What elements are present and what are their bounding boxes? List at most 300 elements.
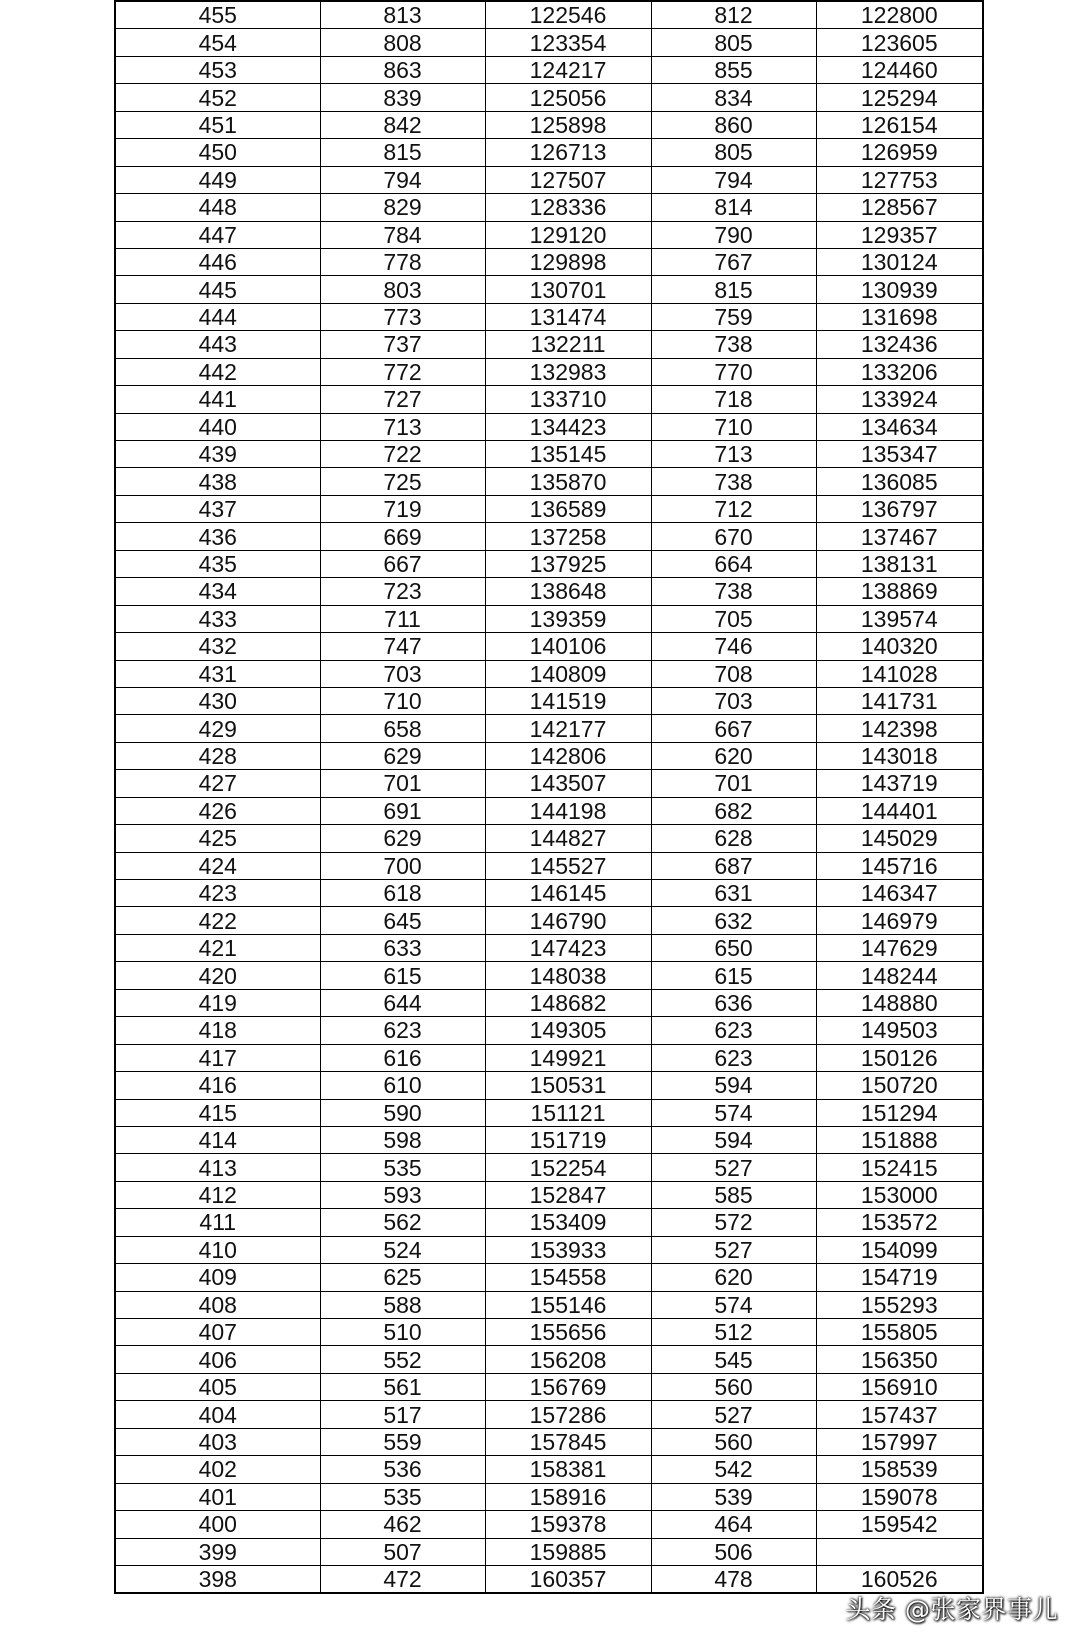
cumulative-b-cell: 127753: [816, 166, 983, 193]
score-cell: 429: [115, 715, 320, 742]
cumulative-a-cell: 133710: [485, 386, 651, 413]
count-a-cell: 562: [320, 1209, 485, 1236]
score-cell: 404: [115, 1401, 320, 1428]
score-cell: 399: [115, 1538, 320, 1565]
count-b-cell: 708: [651, 660, 816, 687]
count-a-cell: 559: [320, 1428, 485, 1455]
cumulative-b-cell: 123605: [816, 29, 983, 56]
table-row: [115, 1346, 983, 1373]
count-b-cell: 620: [651, 742, 816, 769]
table-row: [115, 495, 983, 522]
score-cell: 454: [115, 29, 320, 56]
score-cell: 441: [115, 386, 320, 413]
count-b-cell: 594: [651, 1126, 816, 1153]
table-row: [115, 523, 983, 550]
count-a-cell: 700: [320, 852, 485, 879]
table-row: [115, 221, 983, 248]
cumulative-a-cell: 137925: [485, 550, 651, 577]
count-a-cell: 725: [320, 468, 485, 495]
table-row: [115, 880, 983, 907]
cumulative-b-cell: 128567: [816, 194, 983, 221]
score-cell: 418: [115, 1017, 320, 1044]
cumulative-b-cell: 151294: [816, 1099, 983, 1126]
score-cell: 411: [115, 1209, 320, 1236]
cumulative-a-cell: 129120: [485, 221, 651, 248]
cumulative-b-cell: 136797: [816, 495, 983, 522]
table-row: [115, 1, 983, 29]
score-cell: 453: [115, 56, 320, 83]
table-row: [115, 1072, 983, 1099]
count-b-cell: 632: [651, 907, 816, 934]
score-cell: 443: [115, 331, 320, 358]
count-b-cell: 545: [651, 1346, 816, 1373]
table-row: [115, 166, 983, 193]
count-a-cell: 645: [320, 907, 485, 934]
count-a-cell: 794: [320, 166, 485, 193]
cumulative-a-cell: 151719: [485, 1126, 651, 1153]
cumulative-a-cell: 141519: [485, 687, 651, 714]
count-b-cell: 506: [651, 1538, 816, 1565]
cumulative-b-cell: 143719: [816, 770, 983, 797]
score-cell: 449: [115, 166, 320, 193]
cumulative-b-cell: 155293: [816, 1291, 983, 1318]
cumulative-a-cell: 149305: [485, 1017, 651, 1044]
cumulative-a-cell: 157845: [485, 1428, 651, 1455]
cumulative-a-cell: 122546: [485, 1, 651, 29]
count-a-cell: 462: [320, 1511, 485, 1538]
table-row: [115, 687, 983, 714]
cumulative-a-cell: 153409: [485, 1209, 651, 1236]
cumulative-b-cell: 153000: [816, 1181, 983, 1208]
score-cell: 416: [115, 1072, 320, 1099]
count-a-cell: 772: [320, 358, 485, 385]
score-cell: 401: [115, 1483, 320, 1510]
table-row: [115, 1511, 983, 1538]
cumulative-a-cell: 123354: [485, 29, 651, 56]
table-row: [115, 248, 983, 275]
count-a-cell: 747: [320, 633, 485, 660]
count-b-cell: 560: [651, 1373, 816, 1400]
count-a-cell: 842: [320, 111, 485, 138]
score-cell: 427: [115, 770, 320, 797]
score-cell: 426: [115, 797, 320, 824]
cumulative-a-cell: 153933: [485, 1236, 651, 1263]
cumulative-a-cell: 131474: [485, 303, 651, 330]
count-a-cell: 536: [320, 1456, 485, 1483]
score-cell: 430: [115, 687, 320, 714]
count-b-cell: 527: [651, 1154, 816, 1181]
table-row: [115, 413, 983, 440]
count-b-cell: 542: [651, 1456, 816, 1483]
score-cell: 398: [115, 1565, 320, 1593]
cumulative-b-cell: 134634: [816, 413, 983, 440]
count-b-cell: 670: [651, 523, 816, 550]
count-a-cell: 669: [320, 523, 485, 550]
table-row: [115, 578, 983, 605]
count-a-cell: 610: [320, 1072, 485, 1099]
score-cell: 432: [115, 633, 320, 660]
count-a-cell: 593: [320, 1181, 485, 1208]
score-cell: 408: [115, 1291, 320, 1318]
score-cell: 414: [115, 1126, 320, 1153]
score-cell: 442: [115, 358, 320, 385]
table-row: [115, 303, 983, 330]
cumulative-b-cell: 126154: [816, 111, 983, 138]
cumulative-b-cell: 151888: [816, 1126, 983, 1153]
table-row: [115, 962, 983, 989]
table-row: [115, 1456, 983, 1483]
table-row: [115, 441, 983, 468]
table-row: [115, 742, 983, 769]
count-a-cell: 552: [320, 1346, 485, 1373]
cumulative-a-cell: 146790: [485, 907, 651, 934]
count-b-cell: 770: [651, 358, 816, 385]
count-a-cell: 588: [320, 1291, 485, 1318]
cumulative-a-cell: 135145: [485, 441, 651, 468]
count-b-cell: 738: [651, 331, 816, 358]
table-row: [115, 29, 983, 56]
cumulative-a-cell: 125056: [485, 84, 651, 111]
cumulative-a-cell: 152847: [485, 1181, 651, 1208]
count-b-cell: 585: [651, 1181, 816, 1208]
count-b-cell: 738: [651, 468, 816, 495]
cumulative-b-cell: 131698: [816, 303, 983, 330]
score-cell: 436: [115, 523, 320, 550]
count-a-cell: 598: [320, 1126, 485, 1153]
count-a-cell: 839: [320, 84, 485, 111]
score-cell: 450: [115, 139, 320, 166]
count-a-cell: 510: [320, 1319, 485, 1346]
count-a-cell: 815: [320, 139, 485, 166]
count-b-cell: 860: [651, 111, 816, 138]
count-a-cell: 629: [320, 825, 485, 852]
table-row: [115, 660, 983, 687]
score-cell: 406: [115, 1346, 320, 1373]
score-cell: 419: [115, 989, 320, 1016]
cumulative-b-cell: 130939: [816, 276, 983, 303]
count-b-cell: 574: [651, 1099, 816, 1126]
cumulative-a-cell: 143507: [485, 770, 651, 797]
table-row: [115, 386, 983, 413]
cumulative-a-cell: 157286: [485, 1401, 651, 1428]
count-b-cell: 705: [651, 605, 816, 632]
table-row: [115, 1538, 983, 1565]
count-b-cell: 682: [651, 797, 816, 824]
score-cell: 402: [115, 1456, 320, 1483]
count-a-cell: 691: [320, 797, 485, 824]
cumulative-a-cell: 146145: [485, 880, 651, 907]
count-b-cell: 650: [651, 934, 816, 961]
table-row: [115, 111, 983, 138]
count-b-cell: 527: [651, 1401, 816, 1428]
cumulative-b-cell: 125294: [816, 84, 983, 111]
table-row: [115, 1373, 983, 1400]
score-cell: 439: [115, 441, 320, 468]
count-a-cell: 813: [320, 1, 485, 29]
score-cell: 451: [115, 111, 320, 138]
cumulative-a-cell: 135870: [485, 468, 651, 495]
cumulative-b-cell: 138131: [816, 550, 983, 577]
cumulative-a-cell: 126713: [485, 139, 651, 166]
cumulative-b-cell: 129357: [816, 221, 983, 248]
count-a-cell: 863: [320, 56, 485, 83]
count-b-cell: 664: [651, 550, 816, 577]
table-row: [115, 633, 983, 660]
table-row: [115, 1319, 983, 1346]
table-row: [115, 1044, 983, 1071]
cumulative-b-cell: 142398: [816, 715, 983, 742]
cumulative-b-cell: 152415: [816, 1154, 983, 1181]
cumulative-a-cell: 140809: [485, 660, 651, 687]
score-cell: 433: [115, 605, 320, 632]
count-a-cell: 615: [320, 962, 485, 989]
cumulative-a-cell: 137258: [485, 523, 651, 550]
score-rank-table: [114, 0, 984, 1594]
score-cell: 422: [115, 907, 320, 934]
table-row: [115, 934, 983, 961]
count-a-cell: 713: [320, 413, 485, 440]
table-row: [115, 1483, 983, 1510]
cumulative-a-cell: 136589: [485, 495, 651, 522]
cumulative-a-cell: 160357: [485, 1565, 651, 1593]
score-cell: 455: [115, 1, 320, 29]
cumulative-a-cell: 155656: [485, 1319, 651, 1346]
count-b-cell: 718: [651, 386, 816, 413]
score-cell: 440: [115, 413, 320, 440]
count-b-cell: 620: [651, 1264, 816, 1291]
cumulative-b-cell: 122800: [816, 1, 983, 29]
cumulative-b-cell: 148880: [816, 989, 983, 1016]
cumulative-b-cell: 156910: [816, 1373, 983, 1400]
cumulative-a-cell: 158916: [485, 1483, 651, 1510]
cumulative-a-cell: 138648: [485, 578, 651, 605]
count-a-cell: 727: [320, 386, 485, 413]
score-cell: 435: [115, 550, 320, 577]
score-cell: 445: [115, 276, 320, 303]
score-cell: 405: [115, 1373, 320, 1400]
score-cell: 421: [115, 934, 320, 961]
count-a-cell: 710: [320, 687, 485, 714]
cumulative-b-cell: 159542: [816, 1511, 983, 1538]
count-a-cell: 507: [320, 1538, 485, 1565]
count-a-cell: 829: [320, 194, 485, 221]
cumulative-b-cell: 137467: [816, 523, 983, 550]
count-b-cell: 710: [651, 413, 816, 440]
watermark-text: 头条 @张家界事儿: [845, 1595, 1058, 1624]
count-b-cell: 703: [651, 687, 816, 714]
cumulative-b-cell: [816, 1538, 983, 1565]
count-b-cell: 594: [651, 1072, 816, 1099]
count-a-cell: 644: [320, 989, 485, 1016]
cumulative-b-cell: 132436: [816, 331, 983, 358]
count-b-cell: 701: [651, 770, 816, 797]
table-row: [115, 852, 983, 879]
score-cell: 431: [115, 660, 320, 687]
cumulative-b-cell: 154719: [816, 1264, 983, 1291]
cumulative-a-cell: 145527: [485, 852, 651, 879]
cumulative-b-cell: 133206: [816, 358, 983, 385]
score-cell: 403: [115, 1428, 320, 1455]
count-b-cell: 814: [651, 194, 816, 221]
cumulative-a-cell: 147423: [485, 934, 651, 961]
table-row: [115, 605, 983, 632]
score-cell: 424: [115, 852, 320, 879]
cumulative-b-cell: 146347: [816, 880, 983, 907]
table-row: [115, 1154, 983, 1181]
table-row: [115, 550, 983, 577]
count-a-cell: 472: [320, 1565, 485, 1593]
cumulative-b-cell: 136085: [816, 468, 983, 495]
table-row: [115, 1126, 983, 1153]
cumulative-b-cell: 144401: [816, 797, 983, 824]
score-cell: 410: [115, 1236, 320, 1263]
cumulative-a-cell: 139359: [485, 605, 651, 632]
cumulative-b-cell: 155805: [816, 1319, 983, 1346]
score-cell: 420: [115, 962, 320, 989]
cumulative-a-cell: 148038: [485, 962, 651, 989]
cumulative-b-cell: 145716: [816, 852, 983, 879]
table-row: [115, 139, 983, 166]
score-cell: 423: [115, 880, 320, 907]
cumulative-a-cell: 148682: [485, 989, 651, 1016]
table-row: [115, 468, 983, 495]
count-b-cell: 790: [651, 221, 816, 248]
score-cell: 428: [115, 742, 320, 769]
count-b-cell: 794: [651, 166, 816, 193]
count-a-cell: 667: [320, 550, 485, 577]
score-cell: 412: [115, 1181, 320, 1208]
table-row: [115, 797, 983, 824]
count-b-cell: 812: [651, 1, 816, 29]
cumulative-a-cell: 128336: [485, 194, 651, 221]
count-a-cell: 778: [320, 248, 485, 275]
cumulative-a-cell: 152254: [485, 1154, 651, 1181]
count-a-cell: 535: [320, 1483, 485, 1510]
count-b-cell: 512: [651, 1319, 816, 1346]
count-b-cell: 767: [651, 248, 816, 275]
count-a-cell: 711: [320, 605, 485, 632]
cumulative-b-cell: 141731: [816, 687, 983, 714]
table-body: [115, 1, 983, 1593]
count-b-cell: 667: [651, 715, 816, 742]
cumulative-b-cell: 157437: [816, 1401, 983, 1428]
score-cell: 400: [115, 1511, 320, 1538]
cumulative-a-cell: 144198: [485, 797, 651, 824]
table-row: [115, 989, 983, 1016]
cumulative-b-cell: 146979: [816, 907, 983, 934]
count-a-cell: 723: [320, 578, 485, 605]
cumulative-b-cell: 126959: [816, 139, 983, 166]
cumulative-a-cell: 156769: [485, 1373, 651, 1400]
cumulative-a-cell: 159378: [485, 1511, 651, 1538]
score-cell: 452: [115, 84, 320, 111]
count-a-cell: 633: [320, 934, 485, 961]
table-row: [115, 276, 983, 303]
table-row: [115, 1209, 983, 1236]
count-b-cell: 464: [651, 1511, 816, 1538]
table-row: [115, 1236, 983, 1263]
table-row: [115, 1099, 983, 1126]
cumulative-b-cell: 158539: [816, 1456, 983, 1483]
cumulative-b-cell: 156350: [816, 1346, 983, 1373]
table-row: [115, 56, 983, 83]
count-a-cell: 737: [320, 331, 485, 358]
table-row: [115, 358, 983, 385]
score-cell: 415: [115, 1099, 320, 1126]
table-row: [115, 1428, 983, 1455]
table-row: [115, 84, 983, 111]
count-b-cell: 855: [651, 56, 816, 83]
table-row: [115, 194, 983, 221]
cumulative-a-cell: 154558: [485, 1264, 651, 1291]
count-a-cell: 784: [320, 221, 485, 248]
count-a-cell: 719: [320, 495, 485, 522]
count-a-cell: 616: [320, 1044, 485, 1071]
cumulative-a-cell: 127507: [485, 166, 651, 193]
table-row: [115, 331, 983, 358]
cumulative-b-cell: 139574: [816, 605, 983, 632]
score-cell: 447: [115, 221, 320, 248]
cumulative-b-cell: 140320: [816, 633, 983, 660]
table-row: [115, 1017, 983, 1044]
cumulative-a-cell: 142806: [485, 742, 651, 769]
count-a-cell: 773: [320, 303, 485, 330]
table-row: [115, 1264, 983, 1291]
cumulative-b-cell: 141028: [816, 660, 983, 687]
count-b-cell: 636: [651, 989, 816, 1016]
score-cell: 434: [115, 578, 320, 605]
count-a-cell: 524: [320, 1236, 485, 1263]
count-b-cell: 615: [651, 962, 816, 989]
cumulative-a-cell: 156208: [485, 1346, 651, 1373]
score-cell: 448: [115, 194, 320, 221]
cumulative-b-cell: 135347: [816, 441, 983, 468]
cumulative-b-cell: 154099: [816, 1236, 983, 1263]
score-cell: 438: [115, 468, 320, 495]
cumulative-a-cell: 151121: [485, 1099, 651, 1126]
cumulative-a-cell: 134423: [485, 413, 651, 440]
count-b-cell: 815: [651, 276, 816, 303]
cumulative-b-cell: 147629: [816, 934, 983, 961]
count-b-cell: 805: [651, 29, 816, 56]
count-b-cell: 478: [651, 1565, 816, 1593]
count-a-cell: 722: [320, 441, 485, 468]
cumulative-b-cell: 124460: [816, 56, 983, 83]
cumulative-a-cell: 132983: [485, 358, 651, 385]
score-cell: 444: [115, 303, 320, 330]
cumulative-b-cell: 159078: [816, 1483, 983, 1510]
count-a-cell: 629: [320, 742, 485, 769]
table-row: [115, 715, 983, 742]
table-row: [115, 770, 983, 797]
count-b-cell: 759: [651, 303, 816, 330]
cumulative-a-cell: 142177: [485, 715, 651, 742]
count-a-cell: 808: [320, 29, 485, 56]
count-b-cell: 805: [651, 139, 816, 166]
count-a-cell: 590: [320, 1099, 485, 1126]
count-a-cell: 561: [320, 1373, 485, 1400]
count-b-cell: 687: [651, 852, 816, 879]
count-b-cell: 623: [651, 1017, 816, 1044]
count-a-cell: 703: [320, 660, 485, 687]
count-b-cell: 712: [651, 495, 816, 522]
cumulative-a-cell: 149921: [485, 1044, 651, 1071]
count-b-cell: 572: [651, 1209, 816, 1236]
count-b-cell: 527: [651, 1236, 816, 1263]
count-a-cell: 625: [320, 1264, 485, 1291]
cumulative-a-cell: 150531: [485, 1072, 651, 1099]
score-cell: 407: [115, 1319, 320, 1346]
